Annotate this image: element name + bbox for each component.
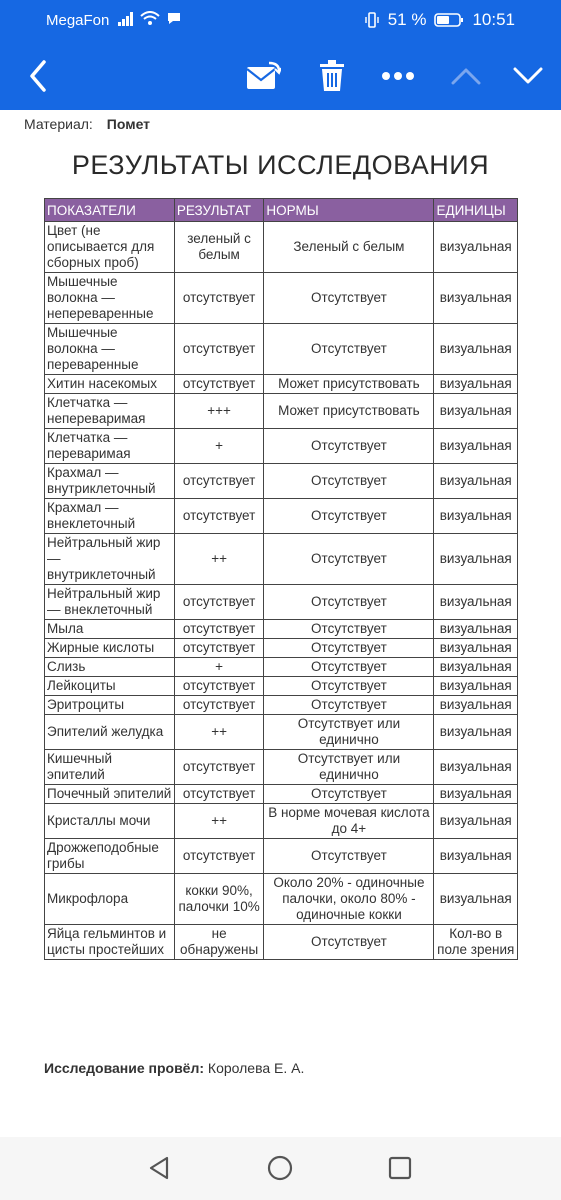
norm-cell: Зеленый с белым <box>264 222 434 273</box>
result-cell: ++ <box>174 715 264 750</box>
table-row <box>45 639 518 658</box>
chevron-up-icon <box>451 67 481 85</box>
unit-cell: визуальная <box>434 273 518 324</box>
square-recents-icon <box>388 1156 412 1180</box>
header-norms: НОРМЫ <box>264 199 434 222</box>
table-row <box>45 499 518 534</box>
result-cell: отсутствует <box>174 839 264 874</box>
indicator-cell: Клетчатка — непереваримая <box>45 394 175 429</box>
norm-cell: Отсутствует <box>264 925 434 960</box>
table-row <box>45 375 518 394</box>
next-message-button[interactable] <box>508 42 548 110</box>
unit-cell: визуальная <box>434 375 518 394</box>
table-header-row <box>45 199 518 222</box>
battery-icon <box>434 12 464 28</box>
indicator-cell: Почечный эпителий <box>45 785 175 804</box>
norm-cell: Отсутствует <box>264 324 434 375</box>
nav-home-button[interactable] <box>260 1151 300 1185</box>
norm-cell: Отсутствует <box>264 696 434 715</box>
table-row <box>45 464 518 499</box>
table-row <box>45 839 518 874</box>
indicator-cell: Крахмал — внеклеточный <box>45 499 175 534</box>
norm-cell: Отсутствует <box>264 585 434 620</box>
indicator-cell: Нейтральный жир — внутриклеточный <box>45 534 175 585</box>
result-cell: отсутствует <box>174 585 264 620</box>
indicator-cell: Яйца гельминтов и цисты простейших <box>45 925 175 960</box>
table-row <box>45 429 518 464</box>
results-table <box>44 198 518 960</box>
unit-cell: визуальная <box>434 658 518 677</box>
indicator-cell: Мышечные волокна — непереваренные <box>45 273 175 324</box>
unit-cell: визуальная <box>434 585 518 620</box>
unit-cell: визуальная <box>434 750 518 785</box>
indicator-cell: Дрожжеподобные грибы <box>45 839 175 874</box>
table-row <box>45 874 518 925</box>
table-row <box>45 585 518 620</box>
chevron-left-icon <box>28 60 48 92</box>
result-cell: отсутствует <box>174 273 264 324</box>
table-row <box>45 677 518 696</box>
indicator-cell: Эритроциты <box>45 696 175 715</box>
norm-cell: Может присутствовать <box>264 394 434 429</box>
clock: 10:51 <box>472 10 515 29</box>
unit-cell: визуальная <box>434 534 518 585</box>
norm-cell: Отсутствует <box>264 785 434 804</box>
examiner-label: Исследование провёл: <box>44 1060 205 1076</box>
nav-back-button[interactable] <box>140 1151 180 1185</box>
indicator-cell: Клетчатка — переваримая <box>45 429 175 464</box>
indicator-cell: Цвет (не описывается для сборных проб) <box>45 222 175 273</box>
unit-cell: визуальная <box>434 839 518 874</box>
unit-cell: визуальная <box>434 499 518 534</box>
table-row <box>45 658 518 677</box>
result-cell: отсутствует <box>174 677 264 696</box>
chat-bubble-icon <box>166 11 182 26</box>
table-row <box>45 715 518 750</box>
table-row <box>45 273 518 324</box>
unit-cell: визуальная <box>434 429 518 464</box>
table-row <box>45 394 518 429</box>
indicator-cell: Кристаллы мочи <box>45 804 175 839</box>
table-row <box>45 324 518 375</box>
result-cell: отсутствует <box>174 750 264 785</box>
unit-cell: визуальная <box>434 222 518 273</box>
norm-cell: Отсутствует <box>264 639 434 658</box>
unit-cell: визуальная <box>434 677 518 696</box>
material-line <box>24 116 150 132</box>
norm-cell: Отсутствует <box>264 464 434 499</box>
table-row <box>45 620 518 639</box>
norm-cell: Отсутствует или единично <box>264 715 434 750</box>
previous-message-button[interactable] <box>446 42 486 110</box>
indicator-cell: Слизь <box>45 658 175 677</box>
norm-cell: Отсутствует <box>264 429 434 464</box>
result-cell: + <box>174 658 264 677</box>
table-row <box>45 222 518 273</box>
result-cell: отсутствует <box>174 639 264 658</box>
unit-cell: визуальная <box>434 715 518 750</box>
nav-recents-button[interactable] <box>380 1151 420 1185</box>
table-row <box>45 750 518 785</box>
table-row <box>45 785 518 804</box>
norm-cell: Отсутствует <box>264 839 434 874</box>
norm-cell: Отсутствует <box>264 620 434 639</box>
result-cell: кокки 90%, палочки 10% <box>174 874 264 925</box>
chevron-down-icon <box>513 67 543 85</box>
result-cell: +++ <box>174 394 264 429</box>
mail-move-icon <box>245 61 281 91</box>
more-button[interactable] <box>378 42 418 110</box>
examiner-name: Королева Е. А. <box>207 1060 305 1076</box>
result-cell: отсутствует <box>174 785 264 804</box>
result-cell: ++ <box>174 534 264 585</box>
unit-cell: визуальная <box>434 696 518 715</box>
signal-icon <box>118 12 134 26</box>
indicator-cell: Крахмал — внутриклеточный <box>45 464 175 499</box>
result-cell: ++ <box>174 804 264 839</box>
unit-cell: визуальная <box>434 639 518 658</box>
header-result: РЕЗУЛЬТАТ <box>174 199 264 222</box>
unit-cell: визуальная <box>434 785 518 804</box>
norm-cell: Отсутствует <box>264 499 434 534</box>
indicator-cell: Мышечные волокна — переваренные <box>45 324 175 375</box>
unit-cell: визуальная <box>434 620 518 639</box>
material-label: Материал: <box>24 116 93 132</box>
battery-percent: 51 % <box>387 10 427 29</box>
table-row <box>45 804 518 839</box>
system-nav-bar <box>0 1137 561 1200</box>
circle-home-icon <box>266 1154 294 1182</box>
move-mail-button[interactable] <box>242 42 284 110</box>
trash-icon <box>318 60 346 92</box>
wifi-icon <box>140 11 160 26</box>
result-cell: отсутствует <box>174 499 264 534</box>
indicator-cell: Лейкоциты <box>45 677 175 696</box>
unit-cell: визуальная <box>434 324 518 375</box>
unit-cell: Кол-во в поле зрения <box>434 925 518 960</box>
mail-toolbar <box>0 42 561 110</box>
result-cell: зеленый с белым <box>174 222 264 273</box>
indicator-cell: Кишечный эпителий <box>45 750 175 785</box>
table-row <box>45 534 518 585</box>
indicator-cell: Эпителий желудка <box>45 715 175 750</box>
result-cell: отсутствует <box>174 375 264 394</box>
norm-cell: Может присутствовать <box>264 375 434 394</box>
norm-cell: Отсутствует <box>264 677 434 696</box>
result-cell: + <box>174 429 264 464</box>
result-cell: отсутствует <box>174 696 264 715</box>
norm-cell: Около 20% - одиночные палочки, около 80% - одиночные кокки <box>264 874 434 925</box>
triangle-back-icon <box>147 1155 173 1181</box>
result-cell: отсутствует <box>174 620 264 639</box>
unit-cell: визуальная <box>434 804 518 839</box>
table-row <box>45 696 518 715</box>
result-cell: не обнаружены <box>174 925 264 960</box>
more-dots-icon <box>381 71 415 81</box>
vibrate-icon <box>364 12 380 28</box>
norm-cell: Отсутствует <box>264 534 434 585</box>
norm-cell: Отсутствует или единично <box>264 750 434 785</box>
header-units: ЕДИНИЦЫ <box>434 199 518 222</box>
examiner-line <box>44 1060 304 1076</box>
norm-cell: Отсутствует <box>264 658 434 677</box>
result-cell: отсутствует <box>174 324 264 375</box>
carrier-name: MegaFon <box>46 12 110 29</box>
results-body <box>45 222 518 960</box>
indicator-cell: Микрофлора <box>45 874 175 925</box>
indicator-cell: Хитин насекомых <box>45 375 175 394</box>
table-row <box>45 925 518 960</box>
norm-cell: Отсутствует <box>264 273 434 324</box>
back-button[interactable] <box>18 42 58 110</box>
delete-button[interactable] <box>312 42 352 110</box>
status-bar <box>0 0 561 42</box>
result-cell: отсутствует <box>174 464 264 499</box>
material-value: Помет <box>106 116 151 132</box>
document-title: РЕЗУЛЬТАТЫ ИССЛЕДОВАНИЯ <box>71 150 490 180</box>
unit-cell: визуальная <box>434 874 518 925</box>
unit-cell: визуальная <box>434 394 518 429</box>
norm-cell: В норме мочевая кислота до 4+ <box>264 804 434 839</box>
indicator-cell: Нейтральный жир — внеклеточный <box>45 585 175 620</box>
header-indicators: ПОКАЗАТЕЛИ <box>45 199 175 222</box>
indicator-cell: Мыла <box>45 620 175 639</box>
unit-cell: визуальная <box>434 464 518 499</box>
indicator-cell: Жирные кислоты <box>45 639 175 658</box>
